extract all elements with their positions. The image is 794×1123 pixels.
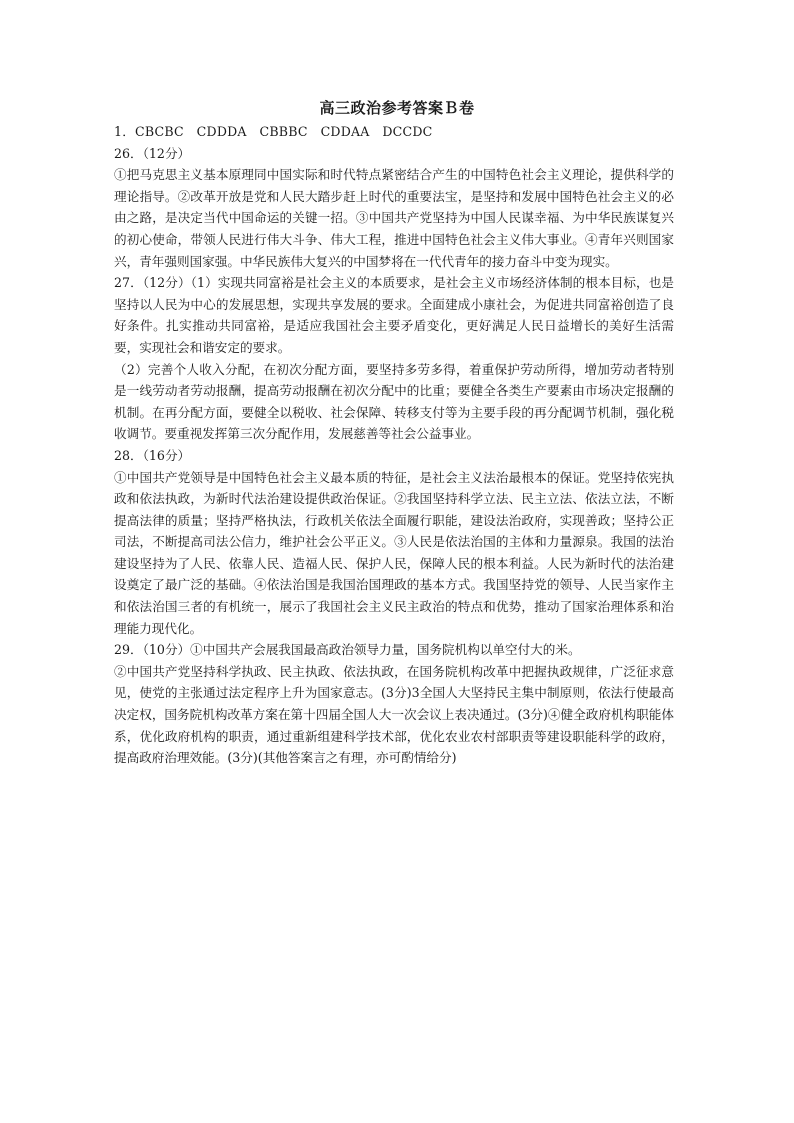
q29-line1: 29．（10分）①中国共产会展我国最高政治领导力量，国务院机构以单空付大的米。 [114,642,581,658]
q27-part1-answer: 27．（12分）（1）实现共同富裕是社会主义的本质要求，是社会主义市场经济体制的根本目标，也是坚持以人民为中心的发展思想，实现共享发展的要求。全面建成小康社会，为促进共同富裕创造了良好条件。扎实推动共同富裕，是适应我国社会主要矛盾变化，更好满足人民日益增长的美好生活需要，实现社会和谐安定的要求。 [114,275,674,355]
page-title: 高三政治参考答案Ｂ卷 [319,99,475,117]
q28-answer: ①中国共产党领导是中国特色社会主义最本质的特征，是社会主义法治最根本的保证。党坚持依宪执政和依法执政，为新时代法治建设提供政治保证。②我国坚持科学立法、民主立法、依法立法，不断提高法律的质量；坚持严格执法，行政机关依法全面履行职能，建设法治政府，实现善政；坚持公正司法，不断提高司法公信力，维护社会公平正义。③人民是依法治国的主体和力量源泉。我国的法治建设坚持为了人民、依靠人民、造福人民、保护人民，保障人民的根本利益。人民为新时代的法治建设奠定了最广泛的基础。④依法治国是我国治国理政的基本方式。我国坚持党的领导、人民当家作主和依法治国三者的有机统一，展示了我国社会主义民主政治的特点和优势，推动了国家治理体系和治理能力现代化。 [114,469,674,636]
q26-answer: ①把马克思主义基本原理同中国实际和时代特点紧密结合产生的中国特色社会主义理论，提供科学的理论指导。②改革开放是党和人民大踏步赶上时代的重要法宝，是坚持和发展中国特色社会主义的必由之路，是决定当代中国命运的关键一招。③中国共产党坚持为中国人民谋幸福、为中华民族谋复兴的初心使命，带领人民进行伟大斗争、伟大工程，推进中国特色社会主义伟大事业。④青年兴则国家兴，青年强则国家强。中华民族伟大复兴的中国梦将在一代代青年的接力奋斗中变为现实。 [114,167,674,269]
q28-header: 28．（16分） [114,447,191,463]
multiple-choice-answers: 1．CBCBC CDDDA CBBBC CDDAA DCCDC [114,124,433,139]
q27-part2-answer: （2）完善个人收入分配，在初次分配方面，要坚持多劳多得，着重保护劳动所得，增加劳动者特别是一线劳动者劳动报酬，提高劳动报酬在初次分配中的比重；要健全各类生产要素由市场决定报酬的机制。在再分配方面，要健全以税收、社会保障、转移支付等为主要手段的再分配调节机制，强化税收调节。要重视发挥第三次分配作用，发展慈善等社会公益事业。 [114,361,674,442]
q26-header: 26．（12分） [114,145,191,161]
answer-body [114,121,674,769]
q29-answer: ②中国共产党坚持科学执政、民主执政、依法执政，在国务院机构改革中把握执政规律，广泛征求意见，使党的主张通过法定程序上升为国家意志。(3分)3全国人大坚持民主集中制原则，依法行使最高决定权，国务院机构改革方案在第十四届全国人大一次会议上表决通过。(3分)④健全政府机构职能体系，优化政府机构的职责，通过重新组建科学技术部，优化农业农村部职责等建设职能科学的政府，提高政府治理效能。(3分)(其他答案言之有理，亦可酌情给分) [114,663,674,766]
